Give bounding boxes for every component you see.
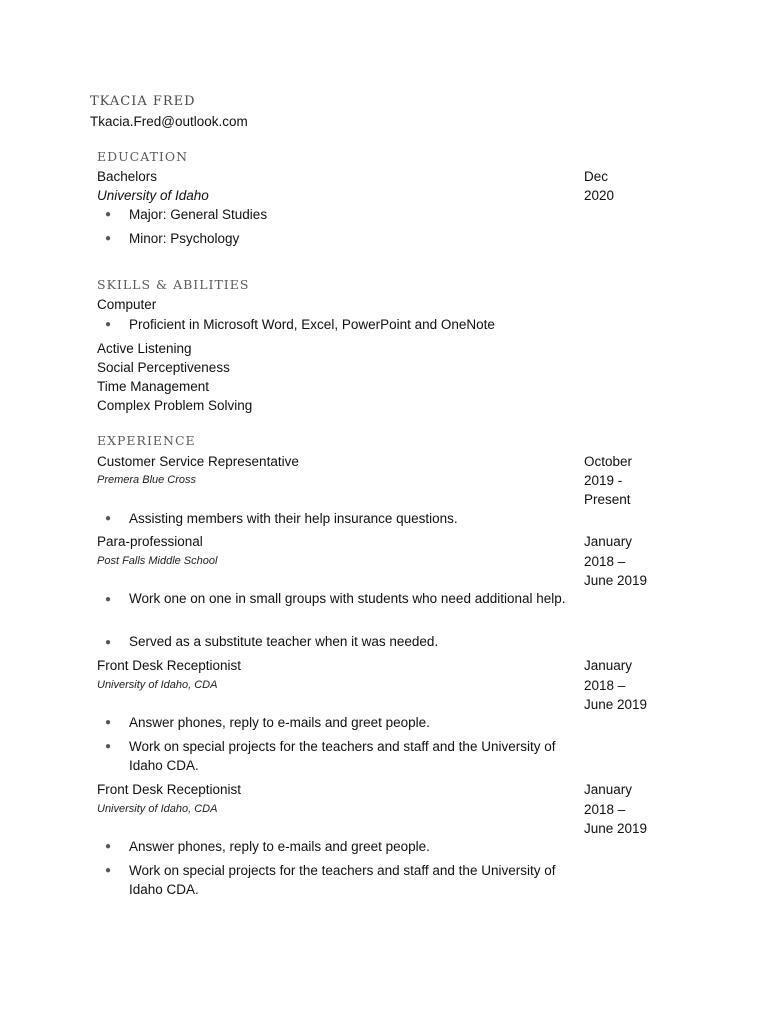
job-title: Customer Service Representative: [97, 454, 299, 469]
education-heading: EDUCATION: [97, 149, 189, 164]
skill-item: Active Listening: [97, 341, 192, 356]
bullet-marker: ●: [105, 865, 112, 876]
experience-heading: EXPERIENCE: [97, 433, 196, 448]
job-date-line: January: [584, 534, 633, 549]
education-date-month: Dec: [584, 169, 609, 184]
job-organization: Post Falls Middle School: [97, 555, 218, 567]
job-date-line: 2018 –: [584, 554, 626, 569]
education-school: University of Idaho: [97, 188, 209, 203]
email-address: Tkacia.Fred@outlook.com: [90, 114, 248, 129]
job-organization: Premera Blue Cross: [97, 474, 197, 486]
job-date-line: June 2019: [584, 697, 648, 712]
skill-item: Social Perceptiveness: [97, 360, 230, 375]
job-date-line: 2018 –: [584, 678, 626, 693]
job-bullet: Work one on one in small groups with students who need additional help.: [129, 591, 566, 606]
bullet-marker: ●: [105, 513, 112, 524]
job-date-line: 2019 -: [584, 473, 623, 488]
job-organization: University of Idaho, CDA: [97, 803, 218, 815]
job-date-line: October: [584, 454, 633, 469]
job-bullet: Answer phones, reply to e-mails and greet people.: [129, 839, 430, 854]
job-date-line: June 2019: [584, 821, 648, 836]
resume-name: TKACIA FRED: [90, 94, 196, 109]
bullet-marker: ●: [105, 594, 112, 605]
job-date-line: June 2019: [584, 573, 648, 588]
job-title: Front Desk Receptionist: [97, 782, 242, 797]
bullet-marker: ●: [105, 717, 112, 728]
bullet-marker: ●: [105, 841, 112, 852]
job-bullet: Work on special projects for the teachers and staff and the University of Idaho CDA.: [129, 739, 556, 773]
job-date-line: January: [584, 782, 633, 797]
skills-heading: SKILLS & ABILITIES: [97, 277, 250, 292]
bullet-marker: ●: [105, 637, 112, 648]
job-organization: University of Idaho, CDA: [97, 679, 218, 691]
bullet-marker: ●: [105, 741, 112, 752]
job-bullet: Answer phones, reply to e-mails and greet people.: [129, 715, 430, 730]
bullet-marker: ●: [105, 233, 112, 244]
skill-item: Time Management: [97, 379, 210, 394]
skill-item: Complex Problem Solving: [97, 398, 253, 413]
education-bullet: Minor: Psychology: [129, 231, 240, 246]
education-degree: Bachelors: [97, 169, 158, 184]
job-bullet: Served as a substitute teacher when it was needed.: [129, 634, 439, 649]
bullet-marker: ●: [105, 319, 112, 330]
education-date-year: 2020: [584, 188, 615, 203]
job-title: Front Desk Receptionist: [97, 658, 242, 673]
job-date-line: 2018 –: [584, 802, 626, 817]
job-bullet: Work on special projects for the teachers and staff and the University of Idaho CDA.: [129, 863, 556, 897]
skills-computer-label: Computer: [97, 297, 157, 312]
job-date-line: January: [584, 658, 633, 673]
skills-computer-bullet: Proficient in Microsoft Word, Excel, PowerPoint and OneNote: [129, 317, 495, 332]
education-bullet: Major: General Studies: [129, 207, 268, 222]
job-date-line: Present: [584, 492, 631, 507]
job-title: Para-professional: [97, 534, 203, 549]
job-bullet: Assisting members with their help insurance questions.: [129, 511, 458, 526]
bullet-marker: ●: [105, 209, 112, 220]
